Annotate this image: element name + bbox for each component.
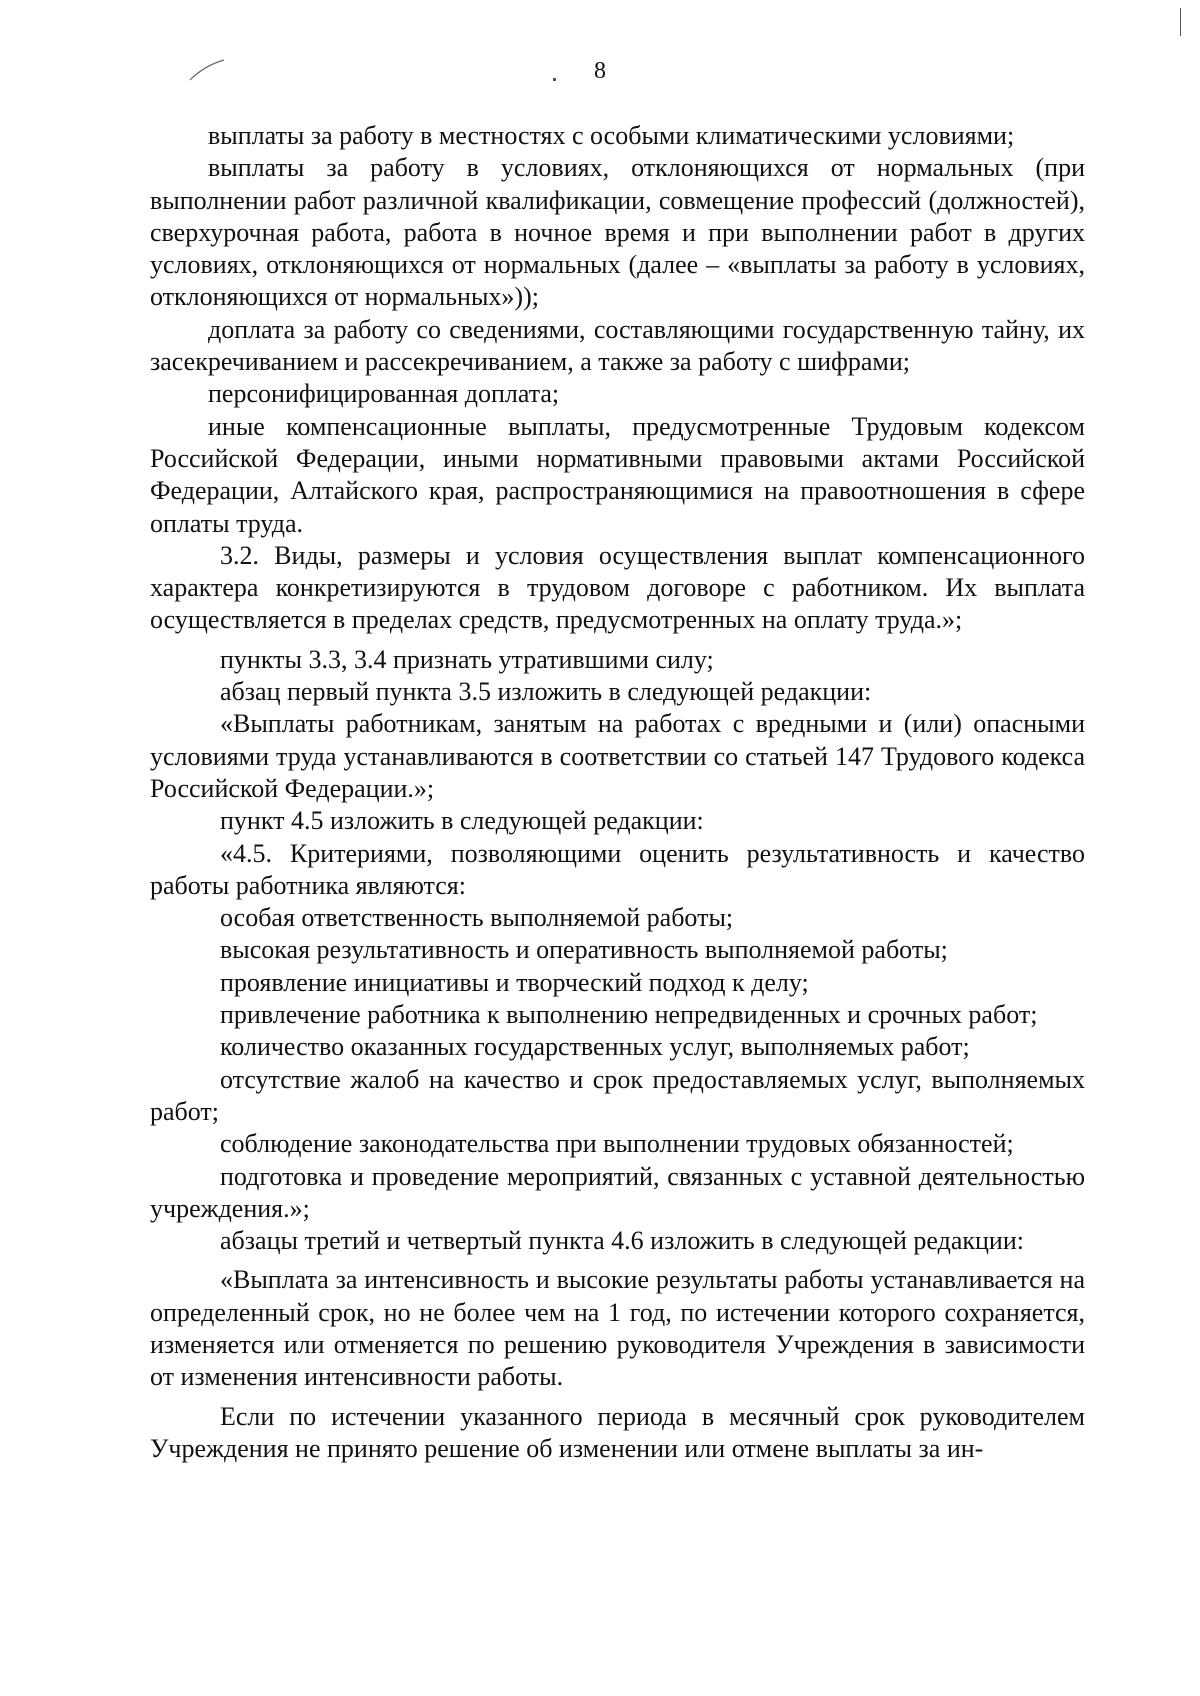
paragraph: «4.5. Критериями, позволяющими оценить результативность и качество работы работника являются: [150,838,1085,900]
paragraph: персонифицированная доплата; [208,379,560,409]
paragraph: количество оказанных государственных услуг, выполняемых работ; [220,1032,970,1062]
paragraph: пункт 4.5 изложить в следующей редакции: [220,806,704,836]
paragraph: пункты 3.3, 3.4 признать утратившими силу; [220,644,714,674]
paragraph: «Выплаты работникам, занятым на работах с вредными и (или) опасными условиями труда устанавливаются в соответствии со статьей 147 Трудового кодекса Российской Федерации.»; [150,709,1085,803]
paragraph: отсутствие жалоб на качество и срок предоставляемых услуг, выполняемых работ; [150,1064,1085,1126]
paragraph: привлечение работника к выполнению непредвиденных и срочных работ; [220,1000,1038,1030]
scan-line [1180,8,1181,36]
paragraph: 3.2. Виды, размеры и условия осуществления выплат компенсационного характера конкретизируются в трудовом договоре с работником. Их выплата осуществляется в пределах средств, предусмотренных на оплату труда.»; [150,540,1085,635]
paragraph: абзацы третий и четвертый пункта 4.6 изложить в следующей редакции: [220,1226,1024,1256]
paragraph: проявление инициативы и творческий подход к делу; [220,967,809,997]
paragraph: абзац первый пункта 3.5 изложить в следующей редакции: [220,677,872,707]
document-body [150,120,1085,1465]
paragraph: соблюдение законодательства при выполнении трудовых обязанностей; [220,1129,1014,1159]
paragraph: Если по истечении указанного периода в месячный срок руководителем Учреждения не принято решение об изменении или отмене выплаты за ин- [150,1401,1085,1463]
paragraph: выплаты за работу в условиях, отклоняющихся от нормальных (при выполнении работ различной квалификации, совмещение профессий (должностей), сверхурочная работа, работа в ночное время и при выполнении работ в других условиях, отклоняющихся от нормальных (далее – «выплаты за работу в условиях, отклоняющихся от нормальных»)); [150,153,1085,312]
paragraph: «Выплата за интенсивность и высокие результаты работы устанавливается на определенный срок, но не более чем на 1 год, по истечении которого сохраняется, изменяется или отменяется по решению руководителя Учреждения в зависимости от изменения интенсивности работы. [150,1265,1085,1392]
page-number: 8 [594,58,606,84]
paragraph: особая ответственность выполняемой работы; [220,903,734,933]
paragraph: высокая результативность и оперативность выполняемой работы; [220,935,948,965]
paragraph: иные компенсационные выплаты, предусмотренные Трудовым кодексом Российской Федерации, иными нормативными правовыми актами Российской Федерации, Алтайского края, распространяющимися на правоотношения в сфере оплаты труда. [150,411,1085,538]
paragraph: выплаты за работу в местностях с особыми климатическими условиями; [208,121,1015,150]
paragraph: доплата за работу со сведениями, составляющими государственную тайну, их засекречиванием и рассекречиванием, а также за работу с шифрами; [150,314,1085,377]
paragraph: подготовка и проведение мероприятий, связанных с уставной деятельностью учреждения.»; [150,1161,1085,1223]
